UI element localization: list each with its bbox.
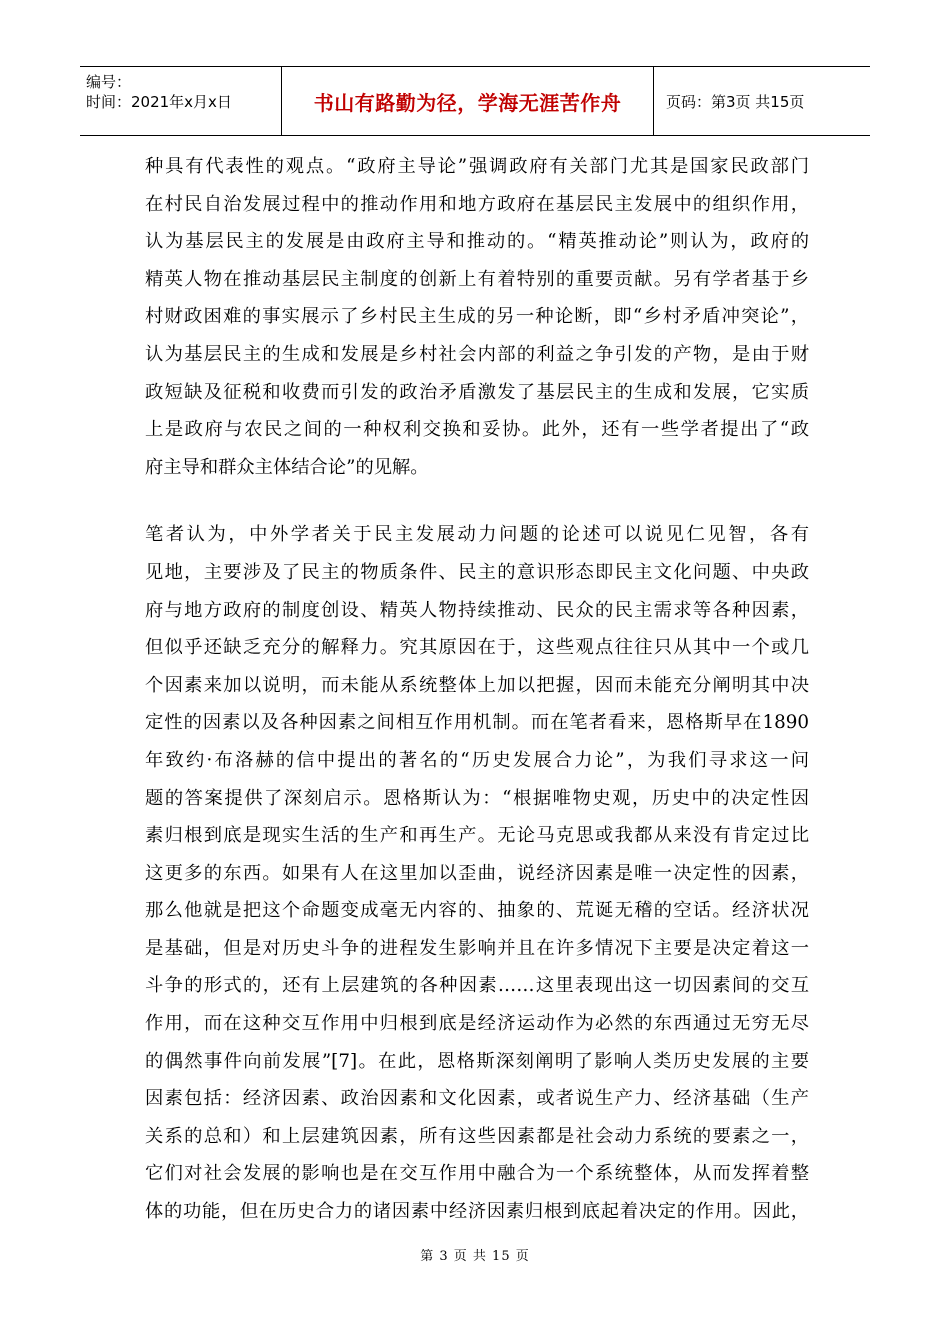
text-line: 府主导和群众主体结合论”的见解。 bbox=[145, 456, 429, 478]
text-line: 素归根到底是现实生活的生产和再生产。无论马克思或我都从来没有肯定过比 bbox=[145, 825, 809, 847]
text-line: 村财政困难的事实展示了乡村民主生成的另一种论断，即“乡村矛盾冲突论”， bbox=[145, 306, 809, 328]
text-line: 精英人物在推动基层民主制度的创新上有着特别的重要贡献。另有学者基于乡 bbox=[145, 268, 809, 290]
text-line: 种具有代表性的观点。“政府主导论”强调政府有关部门尤其是国家民政部门 bbox=[145, 156, 809, 177]
paragraph-gap bbox=[145, 486, 809, 516]
header-motto: 书山有路勤为径，学海无涯苦作舟 bbox=[282, 67, 654, 135]
text-line: 的偶然事件向前发展”[7]。在此，恩格斯深刻阐明了影响人类历史发展的主要 bbox=[145, 1050, 809, 1072]
text-line: 政短缺及征税和收费而引发的政治矛盾激发了基层民主的生成和发展，它实质 bbox=[145, 381, 809, 403]
page-footer: 第 3 页 共 15 页 bbox=[420, 1249, 530, 1264]
text-line: 题的答案提供了深刻启示。恩格斯认为：“根据唯物史观，历史中的决定性因 bbox=[145, 787, 809, 809]
text-line: 体的功能，但在历史合力的诸因素中经济因素归根到底起着决定的作用。因此， bbox=[145, 1201, 809, 1223]
header-meta-cell bbox=[80, 67, 282, 135]
page-header bbox=[80, 66, 870, 136]
text-line: 斗争的形式的，还有上层建筑的各种因素……这里表现出这一切因素间的交互 bbox=[145, 975, 809, 997]
header-page-info: 页码：第3页 共15页 bbox=[666, 92, 805, 111]
document-body bbox=[145, 148, 809, 1231]
text-line: 认为基层民主的发展是由政府主导和推动的。“精英推动论”则认为，政府的 bbox=[145, 231, 809, 253]
text-line: 在村民自治发展过程中的推动作用和地方政府在基层民主发展中的组织作用， bbox=[145, 193, 809, 215]
text-line: 作用，而在这种交互作用中归根到底是经济运动作为必然的东西通过无穷无尽 bbox=[145, 1013, 809, 1035]
text-line: 它们对社会发展的影响也是在交互作用中融合为一个系统整体，从而发挥着整 bbox=[145, 1163, 809, 1185]
paragraph bbox=[145, 148, 809, 486]
document-number-label: 编号： bbox=[86, 73, 132, 91]
text-line: 年致约·布洛赫的信中提出的著名的“历史发展合力论”，为我们寻求这一问 bbox=[145, 749, 809, 771]
text-line: 这更多的东西。如果有人在这里加以歪曲，说经济因素是唯一决定性的因素， bbox=[145, 862, 809, 884]
text-line: 那么他就是把这个命题变成毫无内容的、抽象的、荒诞无稽的空话。经济状况 bbox=[145, 900, 809, 922]
text-line: 个因素来加以说明，而未能从系统整体上加以把握，因而未能充分阐明其中决 bbox=[145, 674, 809, 696]
text-line: 但似乎还缺乏充分的解释力。究其原因在于，这些观点往往只从其中一个或几 bbox=[145, 637, 809, 659]
text-line: 因素包括：经济因素、政治因素和文化因素，或者说生产力、经济基础（生产 bbox=[145, 1088, 809, 1110]
text-line: 笔者认为，中外学者关于民主发展动力问题的论述可以说见仁见智，各有 bbox=[145, 524, 809, 546]
text-line: 定性的因素以及各种因素之间相互作用机制。而在笔者看来，恩格斯早在1890 bbox=[145, 712, 809, 734]
text-line: 府与地方政府的制度创设、精英人物持续推动、民众的民主需求等各种因素， bbox=[145, 599, 809, 621]
text-line: 见地，主要涉及了民主的物质条件、民主的意识形态即民主文化问题、中央政 bbox=[145, 561, 809, 583]
text-line: 上是政府与农民之间的一种权利交换和妥协。此外，还有一些学者提出了“政 bbox=[145, 419, 809, 441]
paragraph bbox=[145, 516, 809, 1230]
document-date-label: 时间：2021年x月x日 bbox=[86, 93, 232, 111]
text-line: 认为基层民主的生成和发展是乡村社会内部的利益之争引发的产物，是由于财 bbox=[145, 343, 809, 365]
text-line: 是基础，但是对历史斗争的进程发生影响并且在许多情况下主要是决定着这一 bbox=[145, 937, 809, 959]
text-line: 关系的总和）和上层建筑因素，所有这些因素都是社会动力系统的要素之一， bbox=[145, 1125, 809, 1147]
